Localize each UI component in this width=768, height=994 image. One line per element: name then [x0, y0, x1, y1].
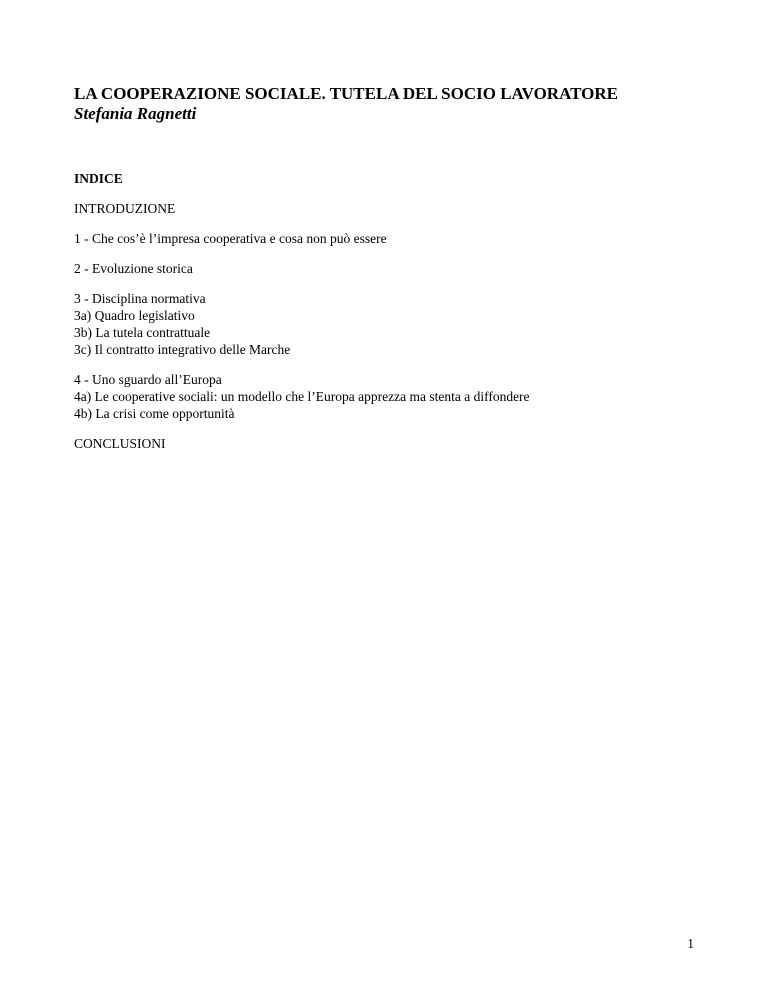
- page-number: 1: [687, 936, 694, 951]
- toc-group-section-4: [74, 371, 714, 422]
- toc-entry: CONCLUSIONI: [74, 436, 166, 451]
- toc-entry: 1 - Che cos’è l’impresa cooperativa e cosa non può essere: [74, 231, 387, 246]
- toc-group-section-3: [74, 290, 714, 358]
- toc-entry: 4 - Uno sguardo all’Europa: [74, 372, 222, 387]
- toc-group-introduction: [74, 200, 714, 217]
- toc-subentry: 4b) La crisi come opportunità: [74, 406, 235, 421]
- toc-subentry: 3c) Il contratto integrativo delle Marche: [74, 342, 291, 357]
- toc-heading: INDICE: [74, 171, 123, 186]
- toc-entry: INTRODUZIONE: [74, 201, 176, 216]
- toc-subentry: 3a) Quadro legislativo: [74, 308, 195, 323]
- document-author: Stefania Ragnetti: [74, 104, 197, 123]
- toc-subentry: 4a) Le cooperative sociali: un modello che l’Europa apprezza ma stenta a diffondere: [74, 389, 530, 404]
- toc-subentry: 3b) La tutela contrattuale: [74, 325, 211, 340]
- toc-group-conclusions: [74, 435, 714, 452]
- toc-group-section-1: [74, 230, 714, 247]
- document-title: LA COOPERAZIONE SOCIALE. TUTELA DEL SOCIO LAVORATORE: [74, 84, 618, 103]
- table-of-contents: [74, 170, 714, 465]
- toc-entry: 3 - Disciplina normativa: [74, 291, 206, 306]
- toc-group-section-2: [74, 260, 714, 277]
- toc-entry: 2 - Evoluzione storica: [74, 261, 193, 276]
